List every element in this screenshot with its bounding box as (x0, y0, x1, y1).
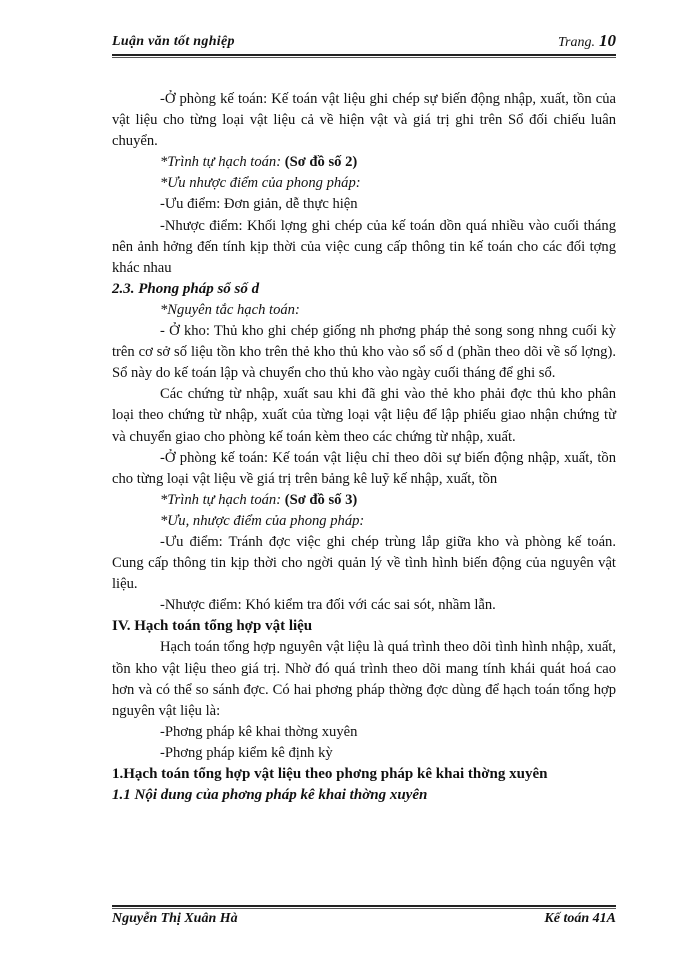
paragraph: -Ưu điểm: Đơn giản, dễ thực hiện (160, 196, 358, 213)
footer-rule (112, 905, 616, 909)
paragraph: -Phơng pháp kê khai thờng xuyên (160, 723, 358, 740)
page-number: 10 (599, 31, 616, 50)
paragraph: *Nguyên tắc hạch toán: (160, 301, 300, 318)
paragraph: -Nhược điểm: Khó kiểm tra đối với các sai sót, nhầm lẫn. (160, 597, 496, 614)
paragraph: *Trình tự hạch toán: (Sơ đồ số 2) (160, 154, 358, 171)
page-header (112, 31, 616, 52)
paragraph: Các chứng từ nhập, xuất sau khi đã ghi vào thẻ kho phải đợc thủ kho phân loại theo chứng từ nhập, xuất của từng loại vật liệu để lập phiếu giao nhận chứng từ và chuyển giao cho phòng kế toán kèm theo các chứng từ nhập, xuất. (112, 386, 616, 445)
paragraph: Hạch toán tổng hợp nguyên vật liệu là quá trình theo dõi tình hình nhập, xuất, tồn kho vật liệu theo giá trị. Nhờ đó quá trình theo dõi mang tính khái quát hoá cao hơn và có thể so sánh đợc. Có hai phơng pháp thờng đợc dùng để hạch toán tổng hợp nguyên vật liệu là: (112, 639, 616, 719)
section-heading: 2.3. Phong pháp sổ số d (112, 280, 260, 297)
paragraph: -Nhược điểm: Khối lợng ghi chép của kế toán dồn quá nhiều vào cuối tháng nên ảnh hởng đến tính kịp thời của việc cung cấp thông tin kế toán cho các đối tợng khác nhau (112, 217, 616, 276)
paragraph: -Ưu điểm: Tránh đợc việc ghi chép trùng lắp giữa kho và phòng kế toán. Cung cấp thông tin kịp thời cho ngời quản lý về tình hình biến động của nguyên vật liệu. (112, 533, 616, 593)
paragraph: *Ưu nhược điểm của phong pháp: (160, 175, 361, 192)
document-body (112, 89, 616, 806)
section-heading: IV. Hạch toán tổng hợp vật liệu (112, 618, 313, 635)
header-title: Luận văn tốt nghiệp (112, 34, 235, 49)
page-label: Trang (558, 35, 592, 50)
section-heading: 1.Hạch toán tổng hợp vật liệu theo phơng pháp kê khai thờng xuyên (112, 766, 548, 782)
footer-author: Nguyễn Thị Xuân Hà (112, 911, 238, 926)
paragraph: *Ưu, nhược điểm của phong pháp: (160, 512, 365, 529)
paragraph: *Trình tự hạch toán: (Sơ đồ số 3) (160, 491, 358, 508)
subsection-heading: 1.1 Nội dung của phơng pháp kê khai thờng xuyên (112, 787, 428, 804)
page-footer (112, 911, 616, 929)
paragraph: -Phơng pháp kiểm kê định kỳ (160, 744, 333, 761)
paragraph: - Ở kho: Thủ kho ghi chép giống nh phơng pháp thẻ song song nhng cuối kỳ trên cơ sở số liệu tồn kho trên thẻ kho thủ kho vào sổ số d (phần theo dõi về số lợng). Sổ này do kế toán lập và chuyển cho thủ kho vào ngày cuối tháng để ghi sổ. (112, 323, 616, 382)
paragraph: -Ở phòng kế toán: Kế toán vật liệu ghi chép sự biến động nhập, xuất, tồn của vật liệu cho từng loại vật liệu cả về hiện vật và giá trị ghi trên Sổ đối chiếu luân chuyển. (112, 91, 616, 150)
paragraph: -Ở phòng kế toán: Kế toán vật liệu chỉ theo dõi sự biến động nhập, xuất, tồn cho từng loại vật liệu về giá trị trên bảng kê luỹ kế nhập, xuất, tồn (112, 449, 616, 487)
footer-class: Kế toán 41A (544, 911, 616, 926)
header-page: Trang. 10 (558, 31, 616, 50)
header-rule (112, 54, 616, 58)
